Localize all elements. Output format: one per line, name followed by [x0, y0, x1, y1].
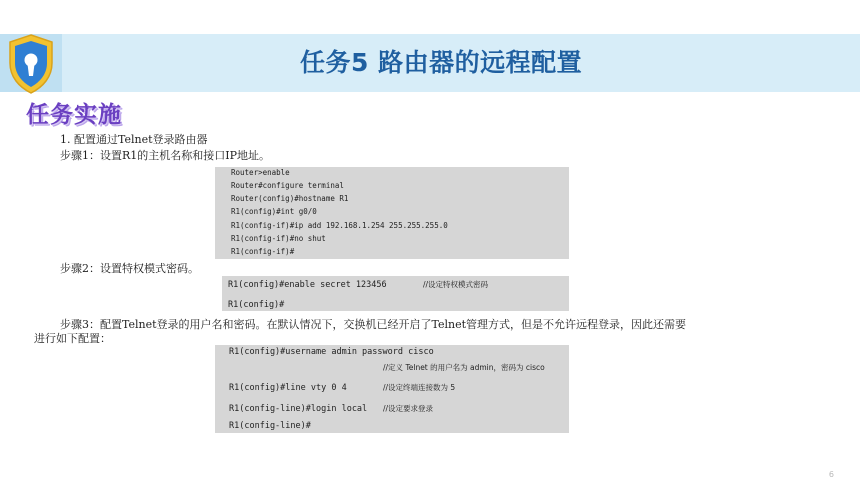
code-comment: //设定特权模式密码	[423, 280, 489, 289]
code-line: R1(config-if)#	[231, 247, 295, 256]
code-comment: //设定终端连接数为 5	[383, 383, 456, 392]
step3-text-line1: 步骤3：配置Telnet登录的用户名和密码。在默认情况下，交换机已经开启了Telnet管理方式，但是不允许远程登录，因此还需要	[60, 318, 687, 331]
shield-lock-icon	[6, 33, 56, 95]
page-number: 6	[828, 470, 834, 479]
section-heading: 任务实施	[26, 102, 122, 128]
code-line: R1(config)#line vty 0 4	[229, 383, 347, 393]
code-line: Router#configure terminal	[231, 181, 344, 190]
code-line: R1(config)#username admin password cisco	[229, 347, 434, 357]
step1-text: 步骤1：设置R1的主机名称和接口IP地址。	[60, 149, 271, 162]
code-line: Router>enable	[231, 168, 290, 177]
code-block-2	[222, 276, 569, 311]
code-line: R1(config-line)#login local	[229, 404, 368, 414]
code-line: R1(config-line)#	[229, 421, 311, 431]
step3-text-line2: 进行如下配置：	[34, 332, 111, 345]
intro-text: 1. 配置通过Telnet登录路由器	[60, 133, 208, 146]
code-line: R1(config)#	[228, 300, 285, 310]
page-title: 任务5 路由器的远程配置	[300, 48, 583, 77]
code-comment: //定义 Telnet 的用户名为 admin，密码为 cisco	[383, 363, 545, 372]
code-comment: //设定要求登录	[383, 404, 434, 413]
code-line: R1(config)#enable secret 123456	[228, 280, 387, 290]
code-line: R1(config-if)#ip add 192.168.1.254 255.255.255.0	[231, 221, 448, 230]
step2-text: 步骤2：设置特权模式密码。	[60, 262, 199, 275]
code-line: R1(config-if)#no shut	[231, 234, 326, 243]
code-line: Router(config)#hostname R1	[231, 194, 349, 203]
code-line: R1(config)#int g0/0	[231, 207, 317, 216]
code-block-1	[215, 167, 569, 259]
code-block-3	[215, 345, 569, 433]
